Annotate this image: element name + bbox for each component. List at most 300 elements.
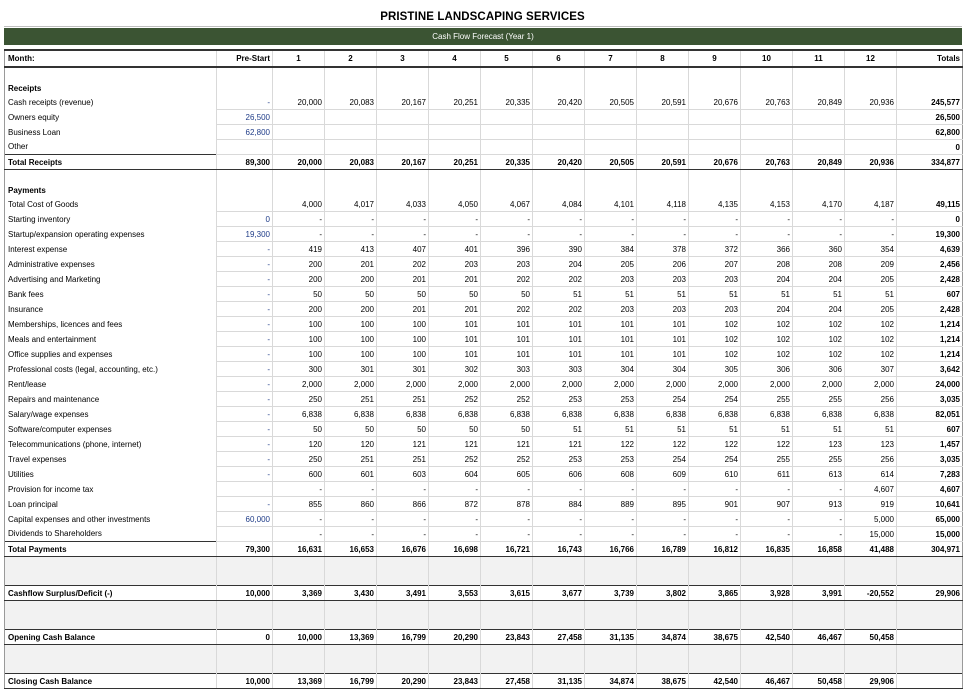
prestart-cell[interactable]: - (217, 332, 273, 347)
month-cell[interactable]: 255 (793, 392, 845, 407)
month-cell[interactable]: 46,467 (741, 674, 793, 689)
prestart-cell[interactable] (217, 140, 273, 155)
month-cell[interactable]: 301 (377, 362, 429, 377)
month-cell[interactable]: 251 (325, 392, 377, 407)
month-cell[interactable] (481, 125, 533, 140)
month-cell[interactable]: 123 (845, 437, 897, 452)
month-cell[interactable]: 50 (429, 287, 481, 302)
month-cell[interactable]: 901 (689, 497, 741, 512)
month-cell[interactable]: - (845, 227, 897, 242)
month-cell[interactable]: 303 (481, 362, 533, 377)
month-cell[interactable]: 16,766 (585, 542, 637, 557)
month-cell[interactable]: 604 (429, 467, 481, 482)
month-cell[interactable]: 51 (533, 287, 585, 302)
month-cell[interactable]: 204 (741, 272, 793, 287)
month-cell[interactable]: 23,843 (481, 630, 533, 645)
prestart-cell[interactable]: - (217, 437, 273, 452)
month-cell[interactable] (793, 110, 845, 125)
total-cell[interactable]: 3,035 (897, 452, 963, 467)
month-cell[interactable]: 4,017 (325, 197, 377, 212)
month-cell[interactable] (741, 110, 793, 125)
month-cell[interactable]: 27,458 (481, 674, 533, 689)
month-cell[interactable]: 6,838 (377, 407, 429, 422)
month-cell[interactable]: 20,335 (481, 155, 533, 170)
month-cell[interactable]: 51 (741, 287, 793, 302)
month-cell[interactable]: - (585, 227, 637, 242)
month-cell[interactable]: 102 (845, 317, 897, 332)
month-cell[interactable]: 101 (585, 332, 637, 347)
month-cell[interactable]: 2,000 (637, 377, 689, 392)
month-cell[interactable]: 2,000 (481, 377, 533, 392)
month-cell[interactable]: 203 (481, 257, 533, 272)
month-cell[interactable]: 251 (325, 452, 377, 467)
month-cell[interactable]: 2,000 (273, 377, 325, 392)
month-cell[interactable]: - (637, 527, 689, 542)
month-cell[interactable]: 100 (377, 332, 429, 347)
month-cell[interactable]: 13,369 (273, 674, 325, 689)
month-cell[interactable]: 3,553 (429, 586, 481, 601)
month-cell[interactable]: 51 (533, 422, 585, 437)
month-cell[interactable]: 304 (585, 362, 637, 377)
month-cell[interactable]: 100 (273, 332, 325, 347)
month-cell[interactable]: 100 (325, 347, 377, 362)
month-cell[interactable]: 203 (637, 272, 689, 287)
month-cell[interactable]: 205 (845, 302, 897, 317)
month-cell[interactable]: - (585, 212, 637, 227)
prestart-cell[interactable]: 26,500 (217, 110, 273, 125)
month-cell[interactable] (533, 125, 585, 140)
month-cell[interactable]: 401 (429, 242, 481, 257)
month-cell[interactable]: 4,135 (689, 197, 741, 212)
month-cell[interactable]: 2,000 (429, 377, 481, 392)
month-cell[interactable]: 855 (273, 497, 325, 512)
month-cell[interactable]: 252 (481, 392, 533, 407)
month-cell[interactable]: 203 (585, 302, 637, 317)
month-cell[interactable]: 205 (585, 257, 637, 272)
month-cell[interactable]: 20,167 (377, 155, 429, 170)
month-cell[interactable] (741, 125, 793, 140)
month-cell[interactable]: - (793, 227, 845, 242)
month-cell[interactable]: 16,631 (273, 542, 325, 557)
prestart-cell[interactable]: - (217, 467, 273, 482)
month-cell[interactable] (273, 140, 325, 155)
month-cell[interactable]: 254 (689, 392, 741, 407)
month-cell[interactable]: 208 (793, 257, 845, 272)
month-cell[interactable]: - (325, 512, 377, 527)
month-cell[interactable]: - (325, 227, 377, 242)
month-cell[interactable]: 3,677 (533, 586, 585, 601)
month-cell[interactable]: - (689, 482, 741, 497)
month-cell[interactable]: 20,936 (845, 155, 897, 170)
total-cell[interactable]: 10,641 (897, 497, 963, 512)
month-cell[interactable]: 6,838 (481, 407, 533, 422)
prestart-cell[interactable]: 19,300 (217, 227, 273, 242)
month-cell[interactable]: 4,153 (741, 197, 793, 212)
month-cell[interactable]: 208 (741, 257, 793, 272)
month-cell[interactable]: - (481, 227, 533, 242)
month-cell[interactable]: 4,607 (845, 482, 897, 497)
total-cell[interactable]: 4,607 (897, 482, 963, 497)
month-cell[interactable]: 102 (689, 347, 741, 362)
total-cell[interactable]: 0 (897, 212, 963, 227)
month-cell[interactable]: 866 (377, 497, 429, 512)
month-cell[interactable]: - (533, 212, 585, 227)
month-cell[interactable]: 20,591 (637, 155, 689, 170)
month-cell[interactable]: 29,906 (845, 674, 897, 689)
month-cell[interactable]: 16,653 (325, 542, 377, 557)
month-cell[interactable] (533, 110, 585, 125)
total-cell[interactable]: 65,000 (897, 512, 963, 527)
month-cell[interactable]: 20,591 (637, 95, 689, 110)
month-cell[interactable]: 20,936 (845, 95, 897, 110)
prestart-cell[interactable]: - (217, 302, 273, 317)
month-cell[interactable]: 390 (533, 242, 585, 257)
month-cell[interactable]: 101 (533, 347, 585, 362)
month-cell[interactable]: - (793, 482, 845, 497)
total-cell[interactable]: 62,800 (897, 125, 963, 140)
month-cell[interactable]: 3,802 (637, 586, 689, 601)
month-cell[interactable]: 608 (585, 467, 637, 482)
total-cell[interactable]: 3,642 (897, 362, 963, 377)
total-cell[interactable]: 2,428 (897, 272, 963, 287)
month-cell[interactable]: 6,838 (637, 407, 689, 422)
month-cell[interactable]: 20,167 (377, 95, 429, 110)
month-cell[interactable]: 100 (273, 317, 325, 332)
month-cell[interactable]: 6,838 (533, 407, 585, 422)
month-cell[interactable]: 600 (273, 467, 325, 482)
month-cell[interactable]: 372 (689, 242, 741, 257)
month-cell[interactable]: - (741, 212, 793, 227)
month-cell[interactable]: 20,251 (429, 155, 481, 170)
prestart-cell[interactable]: - (217, 407, 273, 422)
month-cell[interactable]: 101 (429, 317, 481, 332)
month-cell[interactable]: 251 (377, 392, 429, 407)
month-cell[interactable]: 6,838 (689, 407, 741, 422)
month-cell[interactable]: 202 (481, 272, 533, 287)
month-cell[interactable]: - (429, 227, 481, 242)
month-cell[interactable]: 20,420 (533, 155, 585, 170)
prestart-cell[interactable]: 62,800 (217, 125, 273, 140)
month-cell[interactable]: 51 (741, 422, 793, 437)
month-cell[interactable]: 609 (637, 467, 689, 482)
month-cell[interactable]: 15,000 (845, 527, 897, 542)
month-cell[interactable]: 50 (325, 287, 377, 302)
prestart-cell[interactable] (217, 197, 273, 212)
month-cell[interactable]: - (325, 527, 377, 542)
month-cell[interactable]: 251 (377, 452, 429, 467)
month-cell[interactable]: 878 (481, 497, 533, 512)
month-cell[interactable]: 201 (377, 272, 429, 287)
month-cell[interactable]: 200 (273, 272, 325, 287)
prestart-cell[interactable]: - (217, 317, 273, 332)
month-cell[interactable]: 254 (689, 452, 741, 467)
total-cell[interactable]: 49,115 (897, 197, 963, 212)
month-cell[interactable]: 413 (325, 242, 377, 257)
total-cell[interactable]: 1,214 (897, 347, 963, 362)
prestart-cell[interactable] (217, 482, 273, 497)
month-cell[interactable]: 41,488 (845, 542, 897, 557)
month-cell[interactable]: - (429, 527, 481, 542)
month-cell[interactable]: 256 (845, 392, 897, 407)
total-cell[interactable]: 607 (897, 287, 963, 302)
month-cell[interactable]: 16,698 (429, 542, 481, 557)
month-cell[interactable]: 253 (533, 392, 585, 407)
total-cell[interactable] (897, 630, 963, 645)
month-cell[interactable]: 255 (793, 452, 845, 467)
month-cell[interactable] (793, 125, 845, 140)
month-cell[interactable]: 20,290 (429, 630, 481, 645)
month-cell[interactable]: 51 (689, 287, 741, 302)
month-cell[interactable]: - (481, 527, 533, 542)
month-cell[interactable]: 252 (429, 452, 481, 467)
month-cell[interactable]: 201 (377, 302, 429, 317)
month-cell[interactable] (481, 110, 533, 125)
month-cell[interactable]: - (741, 527, 793, 542)
month-cell[interactable]: 38,675 (637, 674, 689, 689)
month-cell[interactable]: 206 (637, 257, 689, 272)
month-cell[interactable]: 209 (845, 257, 897, 272)
month-cell[interactable] (325, 140, 377, 155)
month-cell[interactable] (429, 140, 481, 155)
month-cell[interactable]: 4,067 (481, 197, 533, 212)
month-cell[interactable]: 2,000 (793, 377, 845, 392)
month-cell[interactable]: 46,467 (793, 630, 845, 645)
month-cell[interactable]: 4,118 (637, 197, 689, 212)
month-cell[interactable]: 419 (273, 242, 325, 257)
month-cell[interactable]: 202 (377, 257, 429, 272)
month-cell[interactable]: - (481, 482, 533, 497)
prestart-cell[interactable]: 79,300 (217, 542, 273, 557)
month-cell[interactable]: 102 (845, 332, 897, 347)
month-cell[interactable]: 306 (741, 362, 793, 377)
month-cell[interactable]: 101 (637, 332, 689, 347)
month-cell[interactable]: - (429, 482, 481, 497)
month-cell[interactable]: 51 (845, 422, 897, 437)
month-cell[interactable]: 302 (429, 362, 481, 377)
total-cell[interactable]: 3,035 (897, 392, 963, 407)
month-cell[interactable]: 884 (533, 497, 585, 512)
month-cell[interactable]: 101 (481, 347, 533, 362)
month-cell[interactable]: - (689, 227, 741, 242)
prestart-cell[interactable]: 0 (217, 212, 273, 227)
month-cell[interactable]: 254 (637, 392, 689, 407)
total-cell[interactable]: 2,456 (897, 257, 963, 272)
month-cell[interactable] (637, 140, 689, 155)
month-cell[interactable]: 889 (585, 497, 637, 512)
month-cell[interactable]: - (689, 527, 741, 542)
month-cell[interactable]: 2,000 (533, 377, 585, 392)
month-cell[interactable]: 2,000 (325, 377, 377, 392)
month-cell[interactable]: 121 (533, 437, 585, 452)
month-cell[interactable]: 2,000 (377, 377, 429, 392)
month-cell[interactable]: 205 (845, 272, 897, 287)
month-cell[interactable]: 50 (481, 422, 533, 437)
month-cell[interactable]: 4,084 (533, 197, 585, 212)
month-cell[interactable]: 5,000 (845, 512, 897, 527)
month-cell[interactable]: - (533, 527, 585, 542)
month-cell[interactable]: 34,874 (585, 674, 637, 689)
month-cell[interactable]: 42,540 (741, 630, 793, 645)
total-cell[interactable]: 19,300 (897, 227, 963, 242)
month-cell[interactable]: 200 (273, 302, 325, 317)
month-cell[interactable]: 606 (533, 467, 585, 482)
month-cell[interactable]: 6,838 (845, 407, 897, 422)
month-cell[interactable]: 3,739 (585, 586, 637, 601)
month-cell[interactable]: - (689, 212, 741, 227)
month-cell[interactable] (585, 140, 637, 155)
month-cell[interactable]: - (533, 512, 585, 527)
month-cell[interactable]: - (481, 212, 533, 227)
month-cell[interactable]: 50 (377, 422, 429, 437)
month-cell[interactable]: 860 (325, 497, 377, 512)
month-cell[interactable]: 203 (637, 302, 689, 317)
month-cell[interactable]: - (637, 212, 689, 227)
month-cell[interactable]: 20,505 (585, 95, 637, 110)
month-cell[interactable]: - (793, 512, 845, 527)
month-cell[interactable]: 20,000 (273, 95, 325, 110)
month-cell[interactable]: 2,000 (741, 377, 793, 392)
month-cell[interactable]: 253 (533, 452, 585, 467)
month-cell[interactable] (481, 140, 533, 155)
prestart-cell[interactable]: - (217, 287, 273, 302)
month-cell[interactable]: 51 (793, 422, 845, 437)
month-cell[interactable]: 16,789 (637, 542, 689, 557)
month-cell[interactable]: 101 (481, 317, 533, 332)
month-cell[interactable]: - (273, 482, 325, 497)
month-cell[interactable]: 100 (273, 347, 325, 362)
month-cell[interactable]: 307 (845, 362, 897, 377)
prestart-cell[interactable]: 10,000 (217, 674, 273, 689)
total-cell[interactable]: 1,214 (897, 317, 963, 332)
month-cell[interactable]: - (741, 512, 793, 527)
month-cell[interactable]: - (377, 482, 429, 497)
month-cell[interactable]: 16,799 (325, 674, 377, 689)
prestart-cell[interactable]: - (217, 242, 273, 257)
month-cell[interactable]: 250 (273, 392, 325, 407)
month-cell[interactable]: 201 (429, 302, 481, 317)
month-cell[interactable]: 102 (793, 347, 845, 362)
month-cell[interactable] (377, 125, 429, 140)
month-cell[interactable]: 50 (481, 287, 533, 302)
month-cell[interactable] (741, 140, 793, 155)
month-cell[interactable]: 20,290 (377, 674, 429, 689)
prestart-cell[interactable]: - (217, 257, 273, 272)
month-cell[interactable]: - (793, 527, 845, 542)
month-cell[interactable]: 614 (845, 467, 897, 482)
month-cell[interactable]: 252 (429, 392, 481, 407)
month-cell[interactable] (377, 110, 429, 125)
month-cell[interactable]: 102 (793, 332, 845, 347)
month-cell[interactable]: - (377, 527, 429, 542)
month-cell[interactable]: 51 (689, 422, 741, 437)
month-cell[interactable]: 16,858 (793, 542, 845, 557)
month-cell[interactable]: 20,251 (429, 95, 481, 110)
total-cell[interactable]: 304,971 (897, 542, 963, 557)
month-cell[interactable]: 121 (377, 437, 429, 452)
month-cell[interactable]: 101 (481, 332, 533, 347)
month-cell[interactable]: 34,874 (637, 630, 689, 645)
month-cell[interactable]: 250 (273, 452, 325, 467)
month-cell[interactable]: 2,000 (689, 377, 741, 392)
month-cell[interactable]: 13,369 (325, 630, 377, 645)
month-cell[interactable]: 20,083 (325, 95, 377, 110)
month-cell[interactable]: 20,420 (533, 95, 585, 110)
month-cell[interactable]: -20,552 (845, 586, 897, 601)
month-cell[interactable]: 603 (377, 467, 429, 482)
month-cell[interactable]: 101 (637, 317, 689, 332)
month-cell[interactable]: 301 (325, 362, 377, 377)
month-cell[interactable]: 102 (741, 332, 793, 347)
prestart-cell[interactable]: - (217, 377, 273, 392)
month-cell[interactable]: - (273, 527, 325, 542)
month-cell[interactable]: 895 (637, 497, 689, 512)
month-cell[interactable]: 16,799 (377, 630, 429, 645)
month-cell[interactable]: 305 (689, 362, 741, 377)
month-cell[interactable]: 20,676 (689, 95, 741, 110)
month-cell[interactable]: 204 (793, 302, 845, 317)
month-cell[interactable]: 122 (689, 437, 741, 452)
month-cell[interactable]: 50 (429, 422, 481, 437)
total-cell[interactable]: 24,000 (897, 377, 963, 392)
month-cell[interactable]: 20,000 (273, 155, 325, 170)
month-cell[interactable]: 101 (585, 347, 637, 362)
total-cell[interactable]: 15,000 (897, 527, 963, 542)
month-cell[interactable]: 16,721 (481, 542, 533, 557)
month-cell[interactable]: - (533, 227, 585, 242)
month-cell[interactable] (845, 140, 897, 155)
month-cell[interactable]: 203 (689, 302, 741, 317)
month-cell[interactable]: 253 (585, 452, 637, 467)
month-cell[interactable]: - (377, 212, 429, 227)
month-cell[interactable]: 101 (429, 347, 481, 362)
month-cell[interactable]: 100 (325, 317, 377, 332)
month-cell[interactable]: 3,615 (481, 586, 533, 601)
month-cell[interactable]: 202 (481, 302, 533, 317)
month-cell[interactable]: 354 (845, 242, 897, 257)
month-cell[interactable]: 102 (689, 317, 741, 332)
month-cell[interactable] (429, 110, 481, 125)
month-cell[interactable]: 4,000 (273, 197, 325, 212)
month-cell[interactable] (585, 125, 637, 140)
month-cell[interactable]: 20,335 (481, 95, 533, 110)
month-cell[interactable]: 378 (637, 242, 689, 257)
month-cell[interactable]: 20,505 (585, 155, 637, 170)
month-cell[interactable] (585, 110, 637, 125)
month-cell[interactable]: 101 (637, 347, 689, 362)
month-cell[interactable]: 123 (793, 437, 845, 452)
month-cell[interactable]: 31,135 (585, 630, 637, 645)
month-cell[interactable]: 613 (793, 467, 845, 482)
month-cell[interactable]: - (637, 512, 689, 527)
month-cell[interactable]: 16,743 (533, 542, 585, 557)
month-cell[interactable]: 207 (689, 257, 741, 272)
month-cell[interactable] (689, 110, 741, 125)
month-cell[interactable]: 20,763 (741, 95, 793, 110)
month-cell[interactable]: 872 (429, 497, 481, 512)
month-cell[interactable]: 202 (533, 272, 585, 287)
month-cell[interactable]: 6,838 (741, 407, 793, 422)
prestart-cell[interactable]: 60,000 (217, 512, 273, 527)
month-cell[interactable]: 610 (689, 467, 741, 482)
month-cell[interactable]: 120 (273, 437, 325, 452)
month-cell[interactable]: 101 (533, 317, 585, 332)
month-cell[interactable]: 300 (273, 362, 325, 377)
month-cell[interactable] (845, 110, 897, 125)
total-cell[interactable]: 29,906 (897, 586, 963, 601)
total-cell[interactable]: 334,877 (897, 155, 963, 170)
month-cell[interactable]: 42,540 (689, 674, 741, 689)
month-cell[interactable] (273, 125, 325, 140)
